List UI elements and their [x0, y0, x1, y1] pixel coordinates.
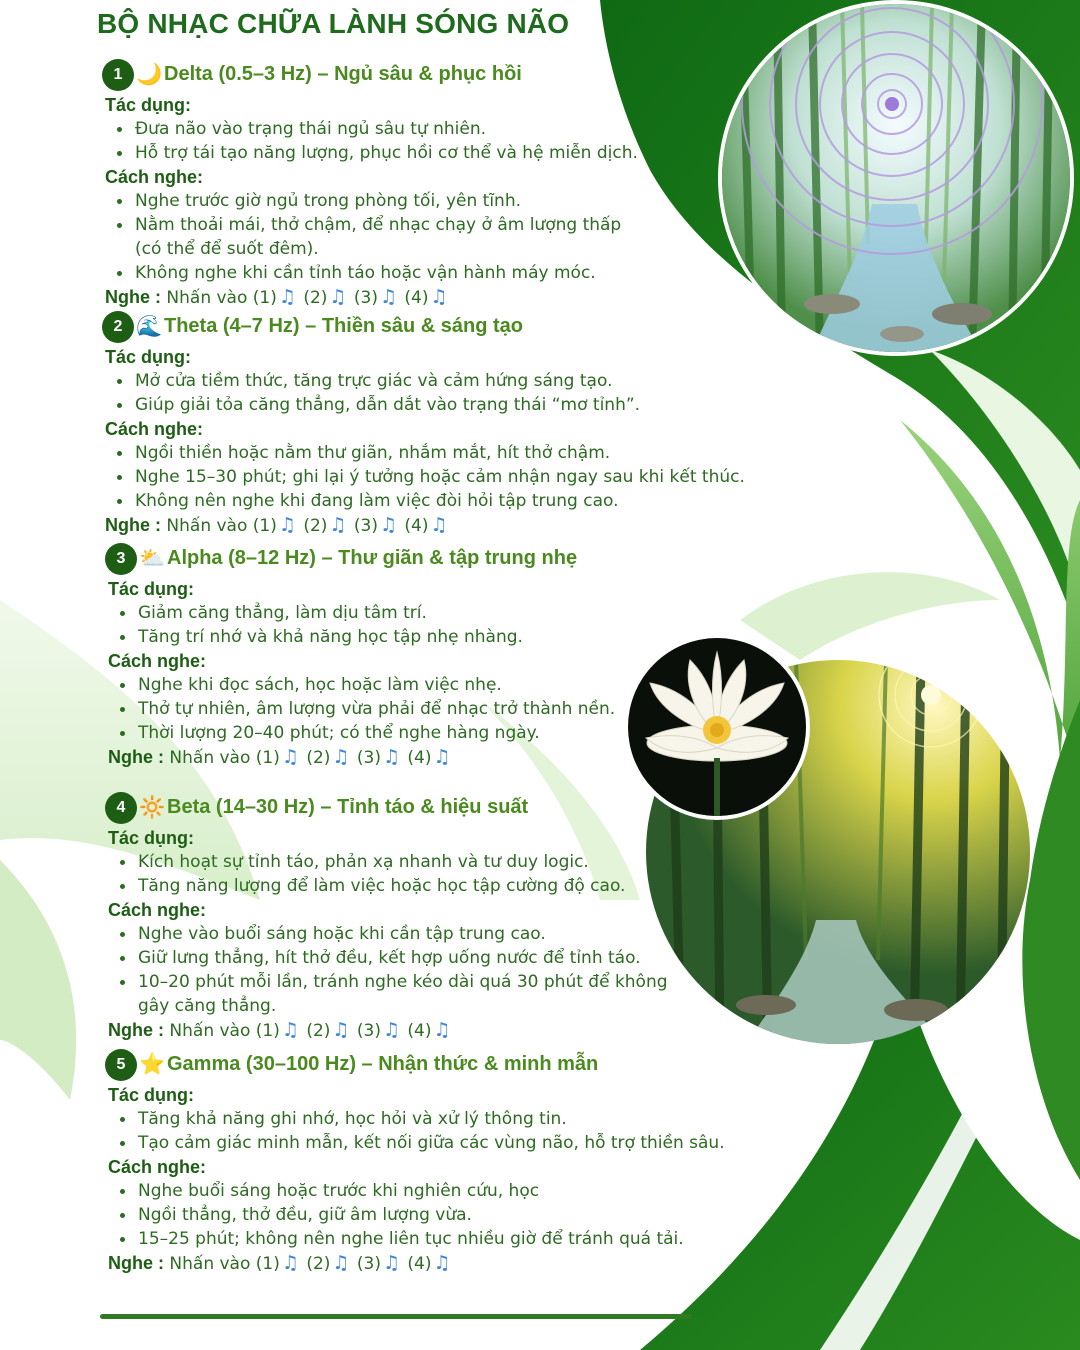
bottom-divider — [100, 1314, 692, 1319]
section-title: Beta (14–30 Hz) – Tỉnh táo & hiệu suất — [167, 796, 529, 818]
list-item: Nghe vào buổi sáng hoặc khi cần tập trung cao. — [138, 922, 693, 946]
track-link-2[interactable]: (2) — [306, 1254, 331, 1274]
track-link-4[interactable]: (4) — [407, 748, 432, 768]
music-note-icon[interactable]: ♫ — [382, 1019, 401, 1041]
list-item: Nghe trước giờ ngủ trong phòng tối, yên tĩnh. — [135, 189, 638, 213]
star-icon: ⭐ — [139, 1052, 166, 1076]
list-item: Nằm thoải mái, thở chậm, để nhạc chạy ở âm lượng thấp (có thể để suốt đêm). — [135, 213, 638, 261]
effects-list — [105, 1107, 725, 1155]
music-note-icon[interactable]: ♫ — [430, 286, 448, 308]
track-link-3[interactable]: (3) — [356, 1254, 381, 1274]
how-list — [102, 441, 745, 513]
music-note-icon[interactable]: ♫ — [382, 1252, 401, 1274]
list-item: Giúp giải tỏa căng thẳng, dẫn dắt vào trạng thái “mơ tỉnh”. — [135, 393, 745, 417]
section-number-badge: 5 — [105, 1049, 137, 1081]
list-item: Tăng trí nhớ và khả năng học tập nhẹ nhàng. — [138, 625, 615, 649]
music-note-icon[interactable]: ♫ — [332, 1019, 350, 1041]
track-link-2[interactable]: (2) — [303, 288, 328, 308]
how-list — [105, 673, 615, 745]
list-item: Không nên nghe khi đang làm việc đòi hỏi tập trung cao. — [135, 489, 745, 513]
music-note-icon[interactable]: ♫ — [433, 1252, 451, 1274]
music-note-icon[interactable]: ♫ — [379, 286, 398, 308]
list-item: Nghe buổi sáng hoặc trước khi nghiên cứu, học — [138, 1179, 725, 1203]
music-note-icon[interactable]: ♫ — [379, 514, 398, 536]
page-title: BỘ NHẠC CHỮA LÀNH SÓNG NÃO — [97, 8, 570, 39]
track-link-3[interactable]: (3) — [356, 1021, 381, 1041]
section-number-badge: 3 — [105, 543, 137, 575]
track-link-1[interactable]: (1) — [255, 1254, 280, 1274]
section-number-badge: 2 — [102, 311, 134, 343]
listen-row — [108, 745, 615, 769]
list-item: Giữ lưng thẳng, hít thở đều, kết hợp uống nước để tỉnh táo. — [138, 946, 693, 970]
track-link-1[interactable]: (1) — [255, 748, 280, 768]
list-item: Mở cửa tiềm thức, tăng trực giác và cảm hứng sáng tạo. — [135, 369, 745, 393]
section-header — [105, 543, 615, 577]
list-item: 10–20 phút mỗi lần, tránh nghe kéo dài quá 30 phút để không gây căng thẳng. — [138, 970, 693, 1018]
section-beta — [105, 792, 693, 1042]
list-item: Không nghe khi cần tỉnh táo hoặc vận hành máy móc. — [135, 261, 638, 285]
list-item: Thở tự nhiên, âm lượng vừa phải để nhạc trở thành nền. — [138, 699, 616, 719]
section-gamma — [105, 1049, 725, 1275]
listen-label: Nghe : — [108, 1253, 164, 1273]
press-text: Nhấn vào — [169, 1254, 251, 1274]
list-item: Tăng năng lượng để làm việc hoặc học tập cường độ cao. — [138, 874, 693, 898]
crescent-moon-icon: 🌙 — [136, 62, 163, 86]
section-number-badge: 4 — [105, 792, 137, 824]
track-link-3[interactable]: (3) — [353, 516, 378, 536]
listen-label: Nghe : — [105, 515, 161, 535]
track-link-4[interactable]: (4) — [404, 516, 429, 536]
how-to-listen-label: Cách nghe: — [105, 167, 204, 187]
bamboo-stream-illustration — [722, 4, 1070, 352]
wave-icon: 🌊 — [136, 314, 163, 338]
music-note-icon[interactable]: ♫ — [281, 1019, 299, 1041]
music-note-icon[interactable]: ♫ — [332, 1252, 350, 1274]
how-list — [102, 189, 638, 285]
how-to-listen-label: Cách nghe: — [105, 419, 204, 439]
effects-label: Tác dụng: — [105, 347, 191, 367]
press-text: Nhấn vào — [169, 1021, 251, 1041]
track-link-2[interactable]: (2) — [303, 516, 328, 536]
how-list — [105, 922, 693, 1018]
list-item: Nghe 15–30 phút; ghi lại ý tưởng hoặc cảm nhận ngay sau khi kết thúc. — [135, 467, 745, 487]
track-link-2[interactable]: (2) — [306, 748, 331, 768]
section-header — [102, 311, 745, 345]
how-list — [105, 1179, 725, 1251]
effects-label: Tác dụng: — [105, 95, 191, 115]
music-note-icon[interactable]: ♫ — [433, 1019, 451, 1041]
music-note-icon[interactable]: ♫ — [281, 1252, 299, 1274]
track-link-2[interactable]: (2) — [306, 1021, 331, 1041]
lotus-illustration — [628, 638, 806, 816]
music-note-icon[interactable]: ♫ — [281, 746, 299, 768]
track-link-1[interactable]: (1) — [252, 516, 277, 536]
how-to-listen-label: Cách nghe: — [108, 651, 207, 671]
track-link-4[interactable]: (4) — [407, 1254, 432, 1274]
sun-icon: 🔆 — [139, 795, 166, 819]
music-note-icon[interactable]: ♫ — [278, 514, 296, 536]
bamboo-stream-photo — [722, 4, 1070, 352]
sun-behind-cloud-icon: ⛅ — [139, 546, 166, 570]
section-alpha — [105, 543, 615, 769]
section-header — [105, 1049, 725, 1083]
how-to-listen-label: Cách nghe: — [108, 1157, 207, 1177]
listen-label: Nghe : — [105, 287, 161, 307]
list-item: Giảm căng thẳng, làm dịu tâm trí. — [138, 601, 615, 625]
list-item: Nghe khi đọc sách, học hoặc làm việc nhẹ. — [138, 673, 615, 697]
section-title: Theta (4–7 Hz) – Thiền sâu & sáng tạo — [164, 315, 523, 337]
track-link-1[interactable]: (1) — [255, 1021, 280, 1041]
listen-label: Nghe : — [108, 747, 164, 767]
list-item: Tăng khả năng ghi nhớ, học hỏi và xử lý thông tin. — [138, 1107, 725, 1131]
list-item: Tạo cảm giác minh mẫn, kết nối giữa các vùng não, hỗ trợ thiền sâu. — [138, 1133, 725, 1153]
press-text: Nhấn vào — [169, 748, 251, 768]
effects-label: Tác dụng: — [108, 579, 194, 599]
section-delta — [102, 59, 638, 309]
section-title: Alpha (8–12 Hz) – Thư giãn & tập trung nhẹ — [167, 547, 578, 569]
effects-label: Tác dụng: — [108, 828, 194, 848]
how-to-listen-label: Cách nghe: — [108, 900, 207, 920]
section-number-badge: 1 — [102, 59, 134, 91]
listen-label: Nghe : — [108, 1020, 164, 1040]
track-link-3[interactable]: (3) — [356, 748, 381, 768]
music-note-icon[interactable]: ♫ — [382, 746, 401, 768]
list-item: 15–25 phút; không nên nghe liên tục nhiều giờ để tránh quá tải. — [138, 1227, 725, 1251]
section-theta — [102, 311, 745, 537]
list-item: Thời lượng 20–40 phút; có thể nghe hàng ngày. — [138, 721, 615, 745]
music-note-icon[interactable]: ♫ — [332, 746, 350, 768]
section-header — [102, 59, 638, 93]
effects-list — [102, 369, 745, 417]
listen-row — [108, 1018, 693, 1042]
press-text: Nhấn vào — [166, 288, 248, 308]
track-link-3[interactable]: (3) — [353, 288, 378, 308]
section-title: Delta (0.5–3 Hz) – Ngủ sâu & phục hồi — [164, 63, 522, 85]
music-note-icon[interactable]: ♫ — [430, 514, 448, 536]
music-note-icon[interactable]: ♫ — [329, 514, 347, 536]
section-title: Gamma (30–100 Hz) – Nhận thức & minh mẫn — [167, 1053, 599, 1075]
listen-row — [108, 1251, 725, 1275]
track-link-4[interactable]: (4) — [407, 1021, 432, 1041]
list-item: Đưa não vào trạng thái ngủ sâu tự nhiên. — [135, 117, 638, 141]
press-text: Nhấn vào — [166, 516, 248, 536]
section-header — [105, 792, 693, 826]
lotus-flower-photo — [628, 638, 806, 816]
effects-label: Tác dụng: — [108, 1085, 194, 1105]
track-link-1[interactable]: (1) — [252, 288, 277, 308]
listen-row — [105, 285, 638, 309]
list-item: Kích hoạt sự tỉnh táo, phản xạ nhanh và tư duy logic. — [138, 850, 693, 874]
list-item: Hỗ trợ tái tạo năng lượng, phục hồi cơ thể và hệ miễn dịch. — [135, 143, 638, 163]
effects-list — [102, 117, 638, 165]
music-note-icon[interactable]: ♫ — [278, 286, 296, 308]
listen-row — [105, 513, 745, 537]
track-link-4[interactable]: (4) — [404, 288, 429, 308]
list-item: Ngồi thiền hoặc nằm thư giãn, nhắm mắt, hít thở chậm. — [135, 441, 745, 465]
list-item: Ngồi thẳng, thở đều, giữ âm lượng vừa. — [138, 1203, 725, 1227]
music-note-icon[interactable]: ♫ — [329, 286, 347, 308]
music-note-icon[interactable]: ♫ — [433, 746, 451, 768]
effects-list — [105, 850, 693, 898]
effects-list — [105, 601, 615, 649]
